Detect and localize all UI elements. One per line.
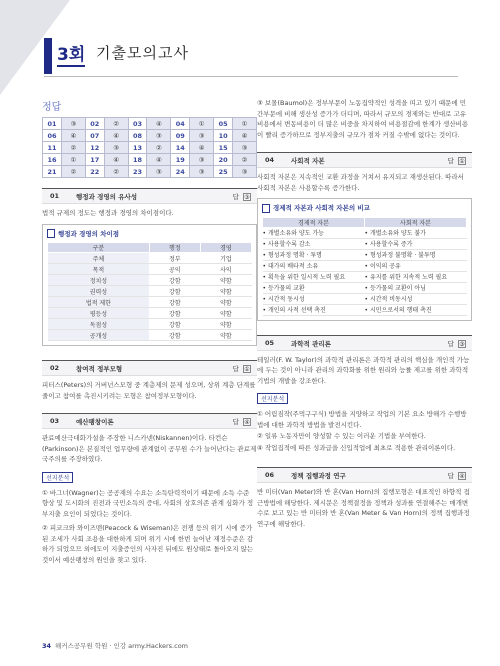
answer-row: 16 ① 17 ④ 18 ④ 19 ③ 20 ② — [43, 154, 257, 166]
section-header-02: 02 참여적 정부모형 답 ① — [42, 360, 257, 376]
table-row: • 획득을 위한 일시적 노력 필요 • 유지를 위한 지속적 노력 필요 — [263, 271, 467, 282]
table-row: • 사용할수록 감소 • 사용할수록 증가 — [263, 238, 467, 249]
section-header-01: 01 행정과 경영의 유사성 답 ③ — [42, 188, 257, 204]
comparison-table: 경제적 자본 사회적 자본 • 개별소유와 양도 가능 • 개별소유와 양도 불가 • 사용할수록 감소 • 사용할수록 증가 • 형성과정 명확 · 투명 • 형성과정 불명확 · 불투명 • 대가의 배타적 소유 • 이익의 공유 • 획득을 위한 일시적 노력 필요 • 유지를 위한 지속적 노력 필요 • 등가물의 교환 • 등가물의 교환이 아님 • 시간적 동시성 • 시간적 비동시성 • 개인의 사적 선택 촉진 • 시민으로서의 행태 촉진 — [262, 217, 467, 316]
option-point: ① 바그너(Wagner)는 공공재의 수요는 소득탄력적이기 때문에 소득 수준 향상 및 도시화의 진전과 국민소득의 증대, 사회의 상호의존 관계 심화가 정부지출 요인이 되었다는 것이다. — [42, 488, 254, 518]
explanation-text: 사회적 자본은 지속적인 교환 과정을 거쳐서 유지되고 재생산된다. 따라서 사회적 자본은 사용할수록 증가한다. — [257, 173, 464, 192]
left-column — [42, 98, 257, 565]
table-row: 권력성 강함 약함 — [48, 286, 252, 297]
header-accent-bar — [44, 38, 52, 74]
answer-badge: ① — [244, 366, 250, 373]
document-icon — [47, 229, 55, 238]
option-analysis-label: 선지분석 — [257, 393, 288, 404]
answer-badge: ③ — [244, 194, 250, 201]
explanation-text: 반 미터(Van Meter)와 반 혼(Van Horn)의 집행모형은 대표적인 하향적 접근방법에 해당한다. 제시문은 정책결정을 정책과 성과를 연결해주는 매개변수로 보고 있는 반 미터와 반 혼(Van Meter & Van Horn)의 정책 집행과정 연구에 해당한다. — [257, 488, 470, 528]
answer-badge: ① — [459, 158, 465, 165]
explanation-text: 법적 규제의 정도는 행정과 경영의 차이점이다. — [42, 209, 174, 217]
comparison-card: 경제적 자본과 사회적 자본의 비교 경제적 자본 사회적 자본 • 개별소유와 양도 가능 • 개별소유와 양도 불가 • 사용할수록 감소 • 사용할수록 증가 • 형성과정 명확 · 투명 • 형성과정 불명확 · 불투명 • 대가의 배타적 소유 • 이익의 공유 • 획득을 위한 일시적 노력 필요 • 유지를 위한 지속적 노력 필요 • 등가물의 교환 • 등가물의 교환이 아님 • 시간적 동시성 • 시간적 비동시성 • 개인의 사적 선택 촉진 • 시민으로서의 행태 촉진 — [257, 198, 472, 321]
option-point: ① 어림짐작(주먹구구식) 방법을 지양하고 작업의 기본 요소 방해가 수행방법에 대한 과학적 방법을 발전시킨다. — [257, 410, 467, 429]
table-row: • 시간적 동시성 • 시간적 비동시성 — [263, 293, 467, 304]
page-header — [0, 0, 500, 95]
table-row: • 대가의 배타적 소유 • 이익의 공유 — [263, 260, 467, 271]
option-point: ② 피코크와 와이즈맨(Peacock & Wiseman)은 전쟁 등의 위기 시에 증가된 조세가 사회 조용을 대한하게 되며 위기 시에 한번 늘어난 재정수준은 감하가 되었으므 외에도이 지출증인의 사자진 뒤에도 원상태로 돌아오지 않는 것이서 예산팽창의 원인을 찾고 있다. — [42, 524, 254, 564]
table-row: • 개별소유와 양도 가능 • 개별소유와 양도 불가 — [263, 227, 467, 238]
footer-text: 해커스공무원 학원 · 인강 army.Hackers.com — [55, 642, 189, 650]
table-row: 정치성 강함 약함 — [48, 275, 252, 286]
section-header-05: 05 과학적 관리론 답 ③ — [257, 335, 472, 351]
document-icon — [262, 204, 270, 213]
comparison-table: 구분 행정 경영 주체 정부 기업 목적 공익 사익 정치성 강함 약함 권력성 강함 약함 법적 제한 강함 약함 평등성 강함 약함 독점성 강함 약함 공개성 강함 약함 — [47, 242, 252, 341]
table-row: 목적 공익 사익 — [48, 264, 252, 275]
answer-badge: ③ — [459, 340, 465, 348]
page-title: 기출모의고사 — [96, 44, 189, 62]
option-point: ② 일류 노동자만이 양성할 수 있는 이러운 기법을 부여한다. — [257, 432, 426, 440]
page-number: 34 — [42, 642, 52, 650]
table-row: • 등가물의 교환 • 등가물의 교환이 아님 — [263, 282, 467, 293]
answer-row: 06 ④ 07 ④ 08 ③ 09 ③ 10 ④ — [43, 130, 257, 142]
explanation-text: 피터스(Peters)의 거버넌스모형 중 계층제의 문제 성으며, 상위 계층 단계를 줄이고 참여를 촉진시키려는 모형은 참여정부모형이다. — [42, 381, 256, 400]
answer-row: 11 ② 12 ③ 13 ② 14 ④ 15 ③ — [43, 142, 257, 154]
exam-number: 3회 — [57, 45, 86, 65]
option-point: ④ 작업집적에 따른 성과급을 신입적업에 최초로 적용한 관리이론이다. — [257, 443, 456, 452]
answer-key-title: 정답 — [42, 102, 62, 113]
explanation-text: 관료예산극대화가설을 주장한 니스카넨(Niskannen)이다. 타컨슨(Parkinson)은 본질적인 업무량에 관계없이 공무원 수가 늘어난다는 관료제국주의를 주장하였다. — [42, 434, 257, 463]
option-point: ③ 보몰(Baumol)은 정부부문이 노동집약적인 성격을 띠고 있기 때문에 민간부문에 비해 생산성 증가가 더디며, 따라서 규모의 경제와는 반대로 고유비용에서 변동비용이 더 많은 비중을 차지하여 비용절감에 한계가 생산비용이 빨리 증가하므로 정부지출의 규모가 점차 커질 수밖에 없다는 것이다. — [257, 99, 469, 139]
table-row: 평등성 강함 약함 — [48, 308, 252, 319]
right-column — [257, 98, 472, 529]
table-row: 법적 제한 강함 약함 — [48, 297, 252, 308]
section-header-04: 04 사회적 자본 답 ① — [257, 152, 472, 168]
page-footer — [42, 641, 188, 650]
table-row: • 형성과정 명확 · 투명 • 형성과정 불명확 · 불투명 — [263, 249, 467, 260]
table-row: 공개성 강함 약함 — [48, 330, 252, 341]
option-analysis-label: 선지분석 — [42, 472, 73, 483]
table-row: • 개인의 사적 선택 촉진 • 시민으로서의 행태 촉진 — [263, 304, 467, 315]
section-header-03: 03 예산팽창이론 답 ④ — [42, 413, 257, 429]
answer-row: 21 ② 22 ② 23 ③ 24 ③ 25 ③ — [43, 166, 257, 178]
answer-row: 01 ③ 02 ② 03 ④ 04 ① 05 ① — [43, 118, 257, 130]
comparison-card: 행정과 경영의 차이점 구분 행정 경영 주체 정부 기업 목적 공익 사익 정치성 강함 약함 권력성 강함 약함 법적 제한 강함 약함 평등성 강함 약함 독점성 강함 약함 공개성 강함 약함 — [42, 224, 257, 347]
table-row: 독점성 강함 약함 — [48, 319, 252, 330]
answer-badge: ④ — [244, 419, 250, 426]
section-header-06: 06 정책 집행과정 연구 답 ④ — [257, 467, 472, 483]
table-row: 주체 정부 기업 — [48, 253, 252, 264]
answer-key-table — [42, 117, 257, 178]
header-rule — [44, 76, 458, 77]
explanation-text: 테일러(F. W. Taylor)의 과학적 관리론은 과학적 관리의 핵심을 개인적 가능에 두는 것이 아니라 관리의 과학화를 위한 원리와 능률 제고를 위한 과학적 기법의 개발을 강조한다. — [257, 355, 470, 385]
answer-badge: ④ — [459, 473, 465, 480]
